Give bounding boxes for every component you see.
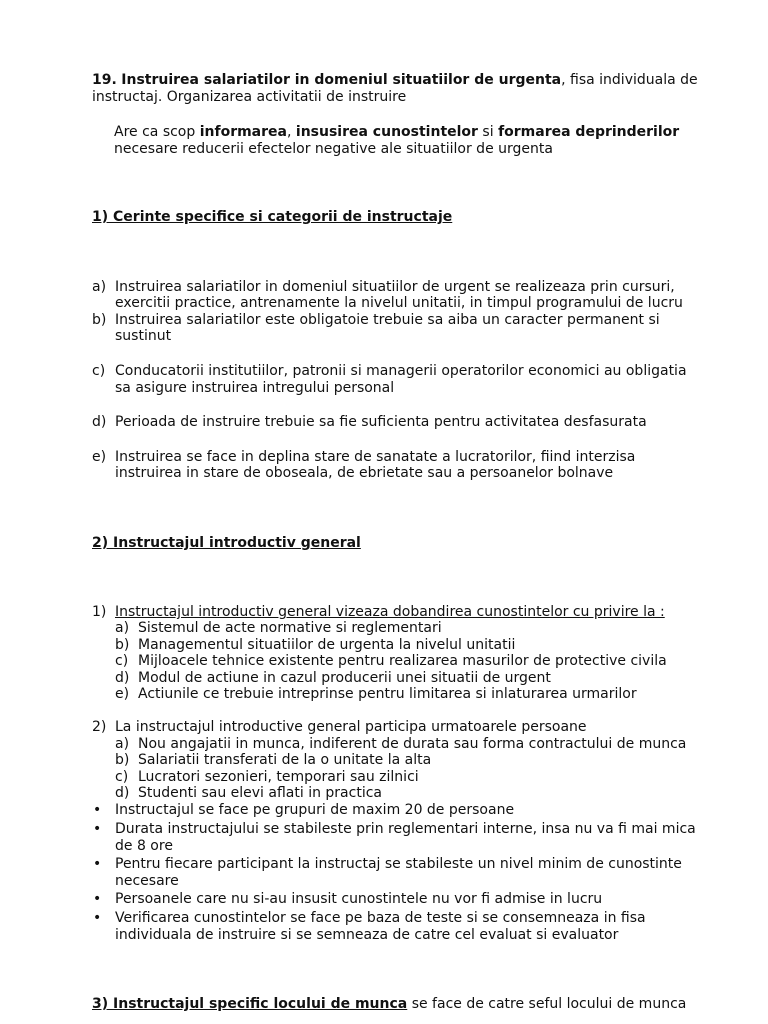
- bullet-icon: •: [93, 910, 102, 926]
- list-item: La instructajul introductive general participa urmatoarele persoane: [115, 719, 587, 735]
- intro-bold-3: formarea deprinderilor: [498, 124, 680, 140]
- sub-item: Lucratori sezonieri, temporari sau zilnici: [138, 769, 419, 785]
- list-marker: b): [92, 312, 107, 328]
- bullet-item: Verificarea cunostintelor se face pe baza de teste si se consemneaza in fisa: [115, 910, 646, 926]
- sub-marker: e): [115, 686, 130, 702]
- intro-bold-1: informarea: [199, 124, 287, 140]
- sub-item: Actiunile ce trebuie intreprinse pentru limitarea si inlaturarea urmarilor: [138, 686, 637, 702]
- section2-heading: 2) Instructajul introductiv general: [92, 535, 361, 551]
- intro-text-3: si: [477, 124, 499, 140]
- title-number: 19.: [92, 72, 117, 88]
- sub-marker: b): [115, 637, 130, 653]
- sub-item: Salariatii transferati de la o unitate la alta: [138, 752, 432, 768]
- bullet-item: Instructajul se face pe grupuri de maxim 20 de persoane: [115, 802, 515, 818]
- section3-rest: se face de catre seful locului de munca: [407, 996, 687, 1012]
- sub-item: Nou angajatii in munca, indiferent de durata sau forma contractului de munca: [138, 736, 687, 752]
- intro-line2: necesare reducerii efectelor negative ale situatiilor de urgenta: [114, 141, 553, 157]
- list-marker: 2): [92, 719, 107, 735]
- section3-line: [92, 996, 686, 1013]
- sub-marker: c): [115, 653, 129, 669]
- list-item: Instruirea se face in deplina stare de sanatate a lucratorilor, fiind interzisa: [115, 449, 636, 465]
- bullet-icon: •: [93, 802, 102, 818]
- sub-marker: a): [115, 736, 130, 752]
- bullet-item-cont: necesare: [115, 873, 179, 889]
- intro-line1: [114, 124, 679, 141]
- intro-text-1: Are ca scop: [114, 124, 200, 140]
- list-item-cont: exercitii practice, antrenamente la nivelul unitatii, in timpul programului de lucru: [115, 295, 683, 311]
- list-item-cont: instruirea in stare de oboseala, de ebrietate sau a persoanelor bolnave: [115, 465, 614, 481]
- sub-marker: d): [115, 785, 130, 801]
- list-item: Instruirea salariatilor in domeniul situatiilor de urgent se realizeaza prin cursuri,: [115, 279, 675, 295]
- sub-item: Sistemul de acte normative si reglementari: [138, 620, 442, 636]
- bullet-item: Persoanele care nu si-au insusit cunostintele nu vor fi admise in lucru: [115, 891, 603, 907]
- list-item: Instructajul introductiv general vizeaza dobandirea cunostintelor cu privire la :: [115, 604, 665, 620]
- sub-item: Managementul situatiilor de urgenta la nivelul unitatii: [138, 637, 516, 653]
- bullet-icon: •: [93, 891, 102, 907]
- list-item: Conducatorii institutiilor, patronii si managerii operatorilor economici au obligatia: [115, 363, 687, 379]
- bullet-item-cont: de 8 ore: [115, 838, 173, 854]
- list-marker: e): [92, 449, 107, 465]
- sub-marker: b): [115, 752, 130, 768]
- bullet-icon: •: [93, 856, 102, 872]
- intro-text-2: ,: [286, 124, 296, 140]
- list-item: Instruirea salariatilor este obligatoie trebuie sa aiba un caracter permanent si: [115, 312, 660, 328]
- doc-title-line1: [92, 72, 698, 89]
- sub-item: Modul de actiune in cazul producerii unei situatii de urgent: [138, 670, 551, 686]
- title-bold: Instruirea salariatilor in domeniul situatiilor de urgenta: [121, 72, 562, 88]
- list-item: Perioada de instruire trebuie sa fie suficienta pentru activitatea desfasurata: [115, 414, 647, 430]
- list-marker: a): [92, 279, 107, 295]
- bullet-item-cont: individuala de instruire si se semneaza de catre cel evaluat si evaluator: [115, 927, 619, 943]
- bullet-item: Durata instructajului se stabileste prin reglementari interne, insa nu va fi mai mica: [115, 821, 696, 837]
- title-rest: , fisa individuala de: [561, 72, 698, 88]
- list-item-cont: sustinut: [115, 328, 172, 344]
- bullet-icon: •: [93, 821, 102, 837]
- bullet-item: Pentru fiecare participant la instructaj se stabileste un nivel minim de cunostinte: [115, 856, 682, 872]
- section3-heading: 3) Instructajul specific locului de munca: [92, 996, 408, 1012]
- sub-marker: c): [115, 769, 129, 785]
- sub-marker: a): [115, 620, 130, 636]
- sub-marker: d): [115, 670, 130, 686]
- sub-item: Mijloacele tehnice existente pentru realizarea masurilor de protective civila: [138, 653, 667, 669]
- list-marker: 1): [92, 604, 107, 620]
- list-marker: c): [92, 363, 106, 379]
- intro-bold-2: insusirea cunostintelor: [295, 124, 478, 140]
- section1-heading: 1) Cerinte specifice si categorii de instructaje: [92, 209, 453, 225]
- list-marker: d): [92, 414, 107, 430]
- doc-title-line2: instructaj. Organizarea activitatii de instruire: [92, 89, 407, 105]
- sub-item: Studenti sau elevi aflati in practica: [138, 785, 382, 801]
- list-item-cont: sa asigure instruirea intregului personal: [115, 380, 395, 396]
